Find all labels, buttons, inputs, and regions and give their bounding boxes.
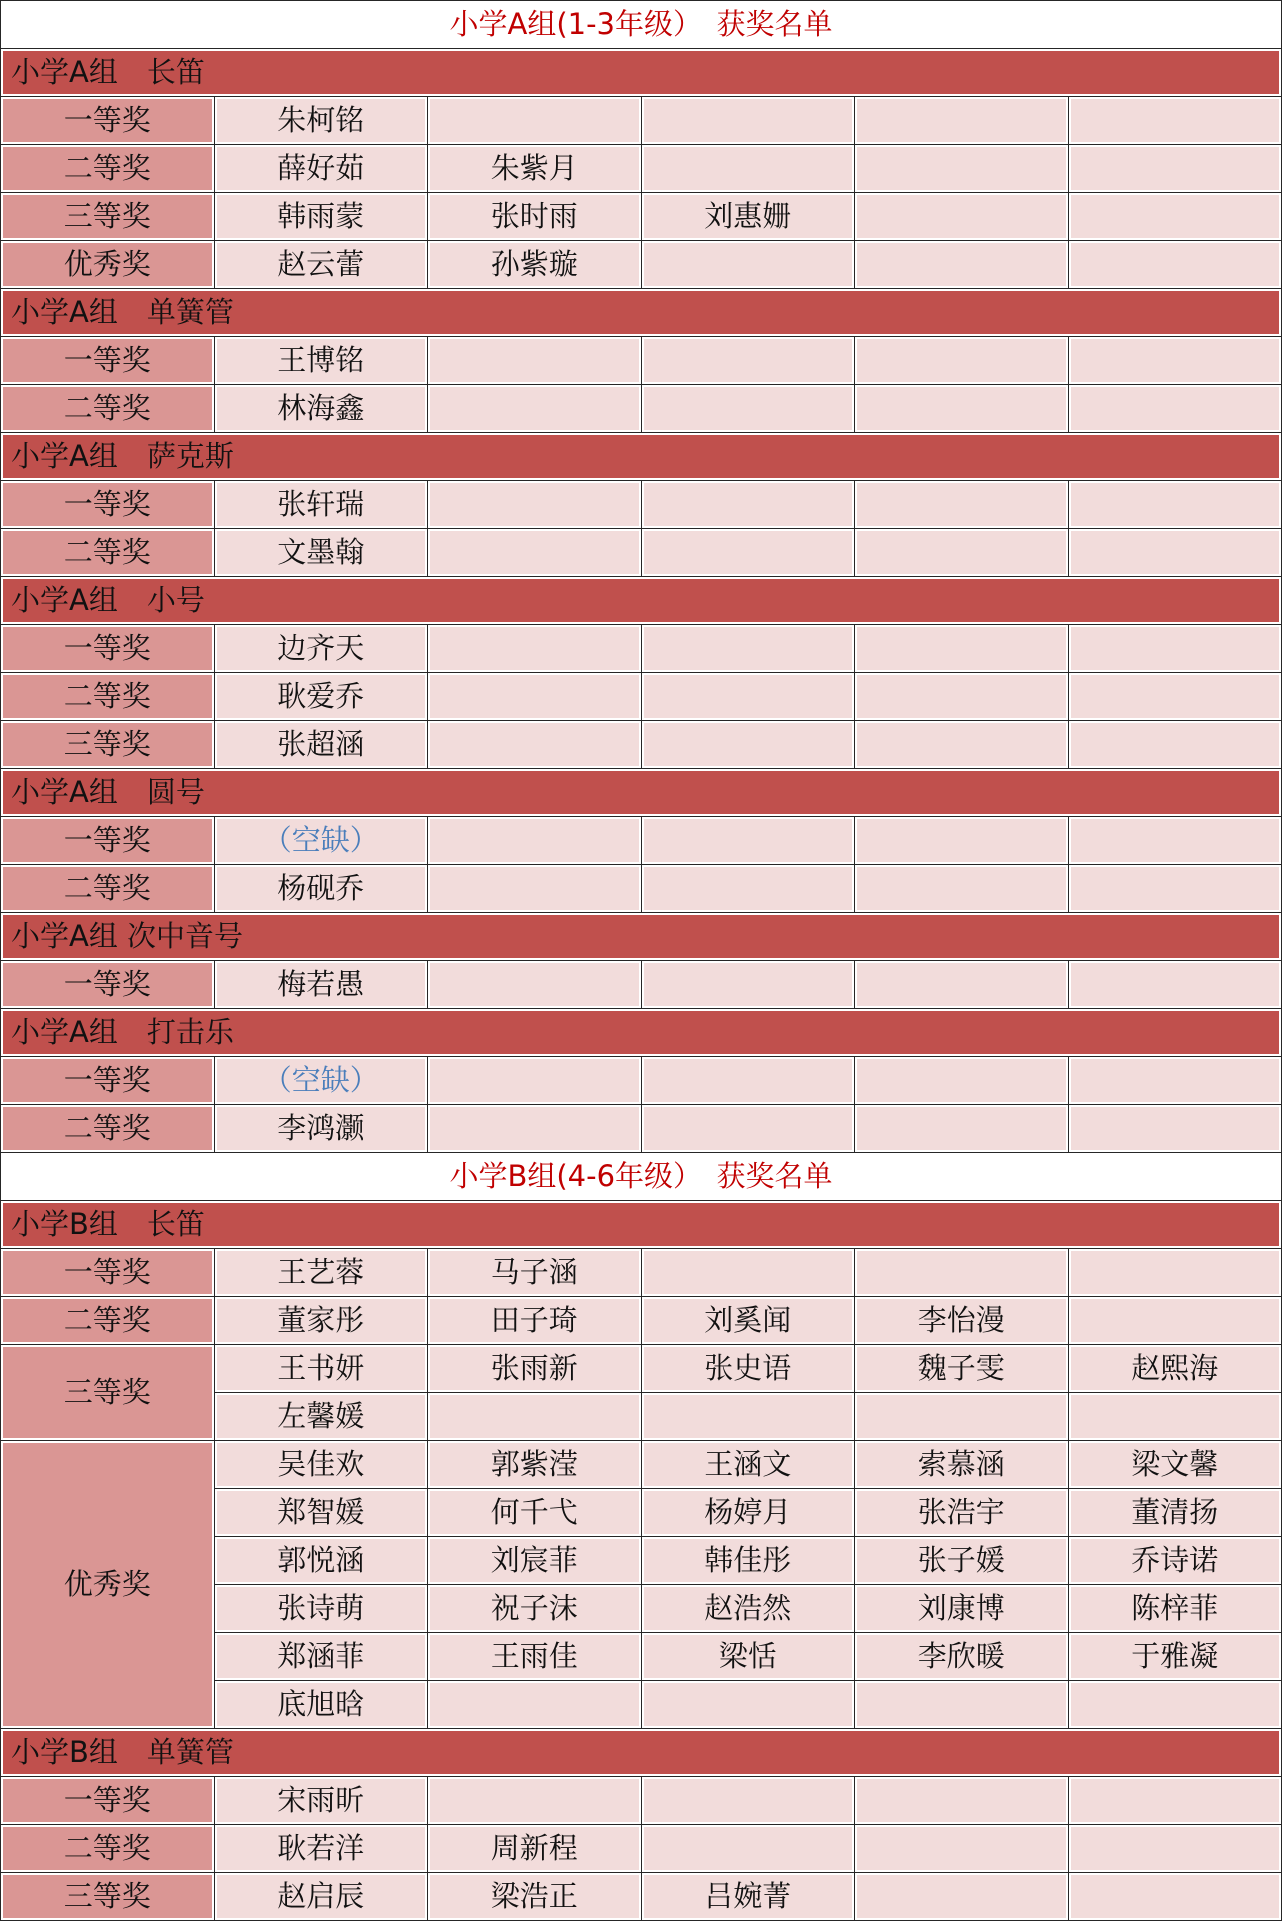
winner-name-cell: 张史语	[642, 1345, 856, 1393]
empty-name-cell	[428, 1777, 642, 1825]
award-level-label: 一等奖	[1, 1249, 215, 1297]
winner-name-cell: 董清扬	[1069, 1489, 1282, 1537]
empty-name-cell	[642, 385, 856, 433]
empty-name-cell	[1069, 625, 1282, 673]
winner-name-cell: 何千弋	[428, 1489, 642, 1537]
empty-name-cell	[642, 1825, 856, 1873]
empty-name-cell	[1069, 481, 1282, 529]
winner-name-cell: 耿爱乔	[215, 673, 429, 721]
empty-name-cell	[855, 673, 1069, 721]
winner-name-cell: 韩雨蒙	[215, 193, 429, 241]
empty-name-cell	[428, 817, 642, 865]
empty-name-cell	[642, 1777, 856, 1825]
award-level-label: 三等奖	[1, 1345, 215, 1441]
empty-name-cell	[855, 193, 1069, 241]
empty-name-cell	[855, 1825, 1069, 1873]
empty-name-cell	[642, 961, 856, 1009]
winner-name-cell: 陈梓菲	[1069, 1585, 1282, 1633]
winner-name-cell: 朱紫月	[428, 145, 642, 193]
empty-name-cell	[428, 1105, 642, 1153]
category-heading: 小学B组 单簧管	[1, 1729, 1282, 1777]
empty-name-cell	[1069, 1777, 1282, 1825]
award-level-label: 二等奖	[1, 1297, 215, 1345]
empty-name-cell	[855, 145, 1069, 193]
empty-name-cell	[1069, 1297, 1282, 1345]
empty-name-cell	[855, 529, 1069, 577]
winner-name-cell: 乔诗诺	[1069, 1537, 1282, 1585]
category-heading: 小学A组 长笛	[1, 49, 1282, 97]
winner-name-cell: 赵浩然	[642, 1585, 856, 1633]
empty-name-cell	[855, 241, 1069, 289]
category-heading: 小学A组 圆号	[1, 769, 1282, 817]
category-heading: 小学B组 长笛	[1, 1201, 1282, 1249]
winner-name-cell: 田子琦	[428, 1297, 642, 1345]
empty-name-cell	[855, 1057, 1069, 1105]
empty-name-cell	[1069, 817, 1282, 865]
empty-name-cell	[1069, 673, 1282, 721]
winner-name-cell: 吴佳欢	[215, 1441, 429, 1489]
empty-name-cell	[855, 481, 1069, 529]
award-level-label: 优秀奖	[1, 241, 215, 289]
winner-name-cell: 郭紫滢	[428, 1441, 642, 1489]
winner-name-cell: 王涵文	[642, 1441, 856, 1489]
winner-name-cell: 郑智媛	[215, 1489, 429, 1537]
empty-name-cell	[428, 673, 642, 721]
winner-name-cell: 马子涵	[428, 1249, 642, 1297]
award-level-label: 三等奖	[1, 193, 215, 241]
category-heading: 小学A组 次中音号	[1, 913, 1282, 961]
winner-name-cell: 杨婷月	[642, 1489, 856, 1537]
award-level-label: 一等奖	[1, 97, 215, 145]
empty-name-cell	[428, 865, 642, 913]
winner-name-cell: 张时雨	[428, 193, 642, 241]
empty-name-cell	[642, 241, 856, 289]
award-level-label: 二等奖	[1, 529, 215, 577]
empty-name-cell	[855, 1681, 1069, 1729]
award-level-label: 一等奖	[1, 337, 215, 385]
winner-name-cell: 张雨新	[428, 1345, 642, 1393]
winner-name-cell: 赵云蕾	[215, 241, 429, 289]
winner-name-cell: 刘奚闻	[642, 1297, 856, 1345]
empty-name-cell	[1069, 1681, 1282, 1729]
winner-name-cell: 韩佳彤	[642, 1537, 856, 1585]
award-level-label: 一等奖	[1, 1777, 215, 1825]
award-level-label: 一等奖	[1, 481, 215, 529]
winner-name-cell: 魏子雯	[855, 1345, 1069, 1393]
award-level-label: 一等奖	[1, 625, 215, 673]
winner-name-cell: 赵启辰	[215, 1873, 429, 1921]
award-level-label: 二等奖	[1, 1105, 215, 1153]
category-heading: 小学A组 萨克斯	[1, 433, 1282, 481]
empty-name-cell	[428, 529, 642, 577]
winner-name-cell: 张诗萌	[215, 1585, 429, 1633]
empty-name-cell	[642, 673, 856, 721]
empty-name-cell	[855, 1873, 1069, 1921]
category-heading: 小学A组 单簧管	[1, 289, 1282, 337]
award-level-label: 优秀奖	[1, 1441, 215, 1729]
empty-name-cell	[855, 865, 1069, 913]
empty-name-cell	[428, 1393, 642, 1441]
winner-name-cell: 边齐天	[215, 625, 429, 673]
empty-name-cell	[428, 337, 642, 385]
empty-name-cell	[642, 481, 856, 529]
empty-name-cell	[428, 721, 642, 769]
award-level-label: 二等奖	[1, 673, 215, 721]
empty-name-cell	[1069, 193, 1282, 241]
empty-name-cell	[642, 817, 856, 865]
empty-name-cell	[855, 961, 1069, 1009]
winner-name-cell: （空缺）	[215, 1057, 429, 1105]
empty-name-cell	[855, 1249, 1069, 1297]
winner-name-cell: 梁浩正	[428, 1873, 642, 1921]
empty-name-cell	[1069, 97, 1282, 145]
empty-name-cell	[1069, 337, 1282, 385]
winner-name-cell: 宋雨昕	[215, 1777, 429, 1825]
winner-name-cell: 梁恬	[642, 1633, 856, 1681]
empty-name-cell	[642, 529, 856, 577]
empty-name-cell	[855, 337, 1069, 385]
empty-name-cell	[642, 625, 856, 673]
empty-name-cell	[855, 625, 1069, 673]
winner-name-cell: 张浩宇	[855, 1489, 1069, 1537]
empty-name-cell	[1069, 145, 1282, 193]
winner-name-cell: 李鸿灏	[215, 1105, 429, 1153]
empty-name-cell	[642, 337, 856, 385]
winner-name-cell: 赵熙海	[1069, 1345, 1282, 1393]
empty-name-cell	[642, 1249, 856, 1297]
winner-name-cell: 王雨佳	[428, 1633, 642, 1681]
empty-name-cell	[428, 1057, 642, 1105]
winner-name-cell: 张轩瑞	[215, 481, 429, 529]
group-title: 小学B组(4-6年级） 获奖名单	[1, 1153, 1282, 1201]
empty-name-cell	[855, 1393, 1069, 1441]
category-heading: 小学A组 打击乐	[1, 1009, 1282, 1057]
winner-name-cell: 李怡漫	[855, 1297, 1069, 1345]
empty-name-cell	[855, 385, 1069, 433]
winner-name-cell: 周新程	[428, 1825, 642, 1873]
winner-name-cell: 李欣暖	[855, 1633, 1069, 1681]
empty-name-cell	[642, 721, 856, 769]
winner-name-cell: 刘康博	[855, 1585, 1069, 1633]
empty-name-cell	[642, 145, 856, 193]
empty-name-cell	[1069, 529, 1282, 577]
winner-name-cell: 董家彤	[215, 1297, 429, 1345]
empty-name-cell	[1069, 385, 1282, 433]
empty-name-cell	[1069, 241, 1282, 289]
winner-name-cell: 底旭晗	[215, 1681, 429, 1729]
winner-name-cell: 于雅凝	[1069, 1633, 1282, 1681]
empty-name-cell	[428, 961, 642, 1009]
empty-name-cell	[642, 1057, 856, 1105]
empty-name-cell	[428, 1681, 642, 1729]
empty-name-cell	[642, 1393, 856, 1441]
empty-name-cell	[642, 865, 856, 913]
empty-name-cell	[1069, 1873, 1282, 1921]
category-heading: 小学A组 小号	[1, 577, 1282, 625]
empty-name-cell	[1069, 1393, 1282, 1441]
empty-name-cell	[642, 97, 856, 145]
winner-name-cell: 梅若愚	[215, 961, 429, 1009]
award-level-label: 二等奖	[1, 865, 215, 913]
winner-name-cell: 梁文馨	[1069, 1441, 1282, 1489]
winner-name-cell: 王书妍	[215, 1345, 429, 1393]
empty-name-cell	[642, 1681, 856, 1729]
empty-name-cell	[1069, 1105, 1282, 1153]
empty-name-cell	[1069, 1057, 1282, 1105]
award-level-label: 三等奖	[1, 721, 215, 769]
empty-name-cell	[428, 385, 642, 433]
winner-name-cell: （空缺）	[215, 817, 429, 865]
winner-name-cell: 薛好茹	[215, 145, 429, 193]
winner-name-cell: 刘宸菲	[428, 1537, 642, 1585]
winner-name-cell: 林海鑫	[215, 385, 429, 433]
award-level-label: 一等奖	[1, 1057, 215, 1105]
award-level-label: 二等奖	[1, 145, 215, 193]
award-level-label: 二等奖	[1, 385, 215, 433]
empty-name-cell	[1069, 721, 1282, 769]
winner-name-cell: 文墨翰	[215, 529, 429, 577]
winner-name-cell: 杨砚乔	[215, 865, 429, 913]
empty-name-cell	[642, 1105, 856, 1153]
winner-name-cell: 索慕涵	[855, 1441, 1069, 1489]
winner-name-cell: 祝子沫	[428, 1585, 642, 1633]
winner-name-cell: 刘惠姗	[642, 193, 856, 241]
winner-name-cell: 吕婉菁	[642, 1873, 856, 1921]
winner-name-cell: 张超涵	[215, 721, 429, 769]
award-level-label: 一等奖	[1, 817, 215, 865]
empty-name-cell	[855, 97, 1069, 145]
empty-name-cell	[1069, 1249, 1282, 1297]
empty-name-cell	[1069, 961, 1282, 1009]
empty-name-cell	[428, 481, 642, 529]
empty-name-cell	[1069, 865, 1282, 913]
empty-name-cell	[855, 721, 1069, 769]
winner-name-cell: 朱柯铭	[215, 97, 429, 145]
empty-name-cell	[428, 97, 642, 145]
group-title: 小学A组(1-3年级） 获奖名单	[1, 1, 1282, 49]
winner-name-cell: 王艺蓉	[215, 1249, 429, 1297]
empty-name-cell	[1069, 1825, 1282, 1873]
winner-name-cell: 郭悦涵	[215, 1537, 429, 1585]
empty-name-cell	[428, 625, 642, 673]
empty-name-cell	[855, 1777, 1069, 1825]
winner-name-cell: 郑涵菲	[215, 1633, 429, 1681]
award-level-label: 一等奖	[1, 961, 215, 1009]
winner-name-cell: 孙紫璇	[428, 241, 642, 289]
empty-name-cell	[855, 817, 1069, 865]
winner-name-cell: 张子媛	[855, 1537, 1069, 1585]
winner-name-cell: 左馨媛	[215, 1393, 429, 1441]
winner-name-cell: 耿若洋	[215, 1825, 429, 1873]
winner-name-cell: 王博铭	[215, 337, 429, 385]
award-level-label: 三等奖	[1, 1873, 215, 1921]
award-level-label: 二等奖	[1, 1825, 215, 1873]
empty-name-cell	[855, 1105, 1069, 1153]
